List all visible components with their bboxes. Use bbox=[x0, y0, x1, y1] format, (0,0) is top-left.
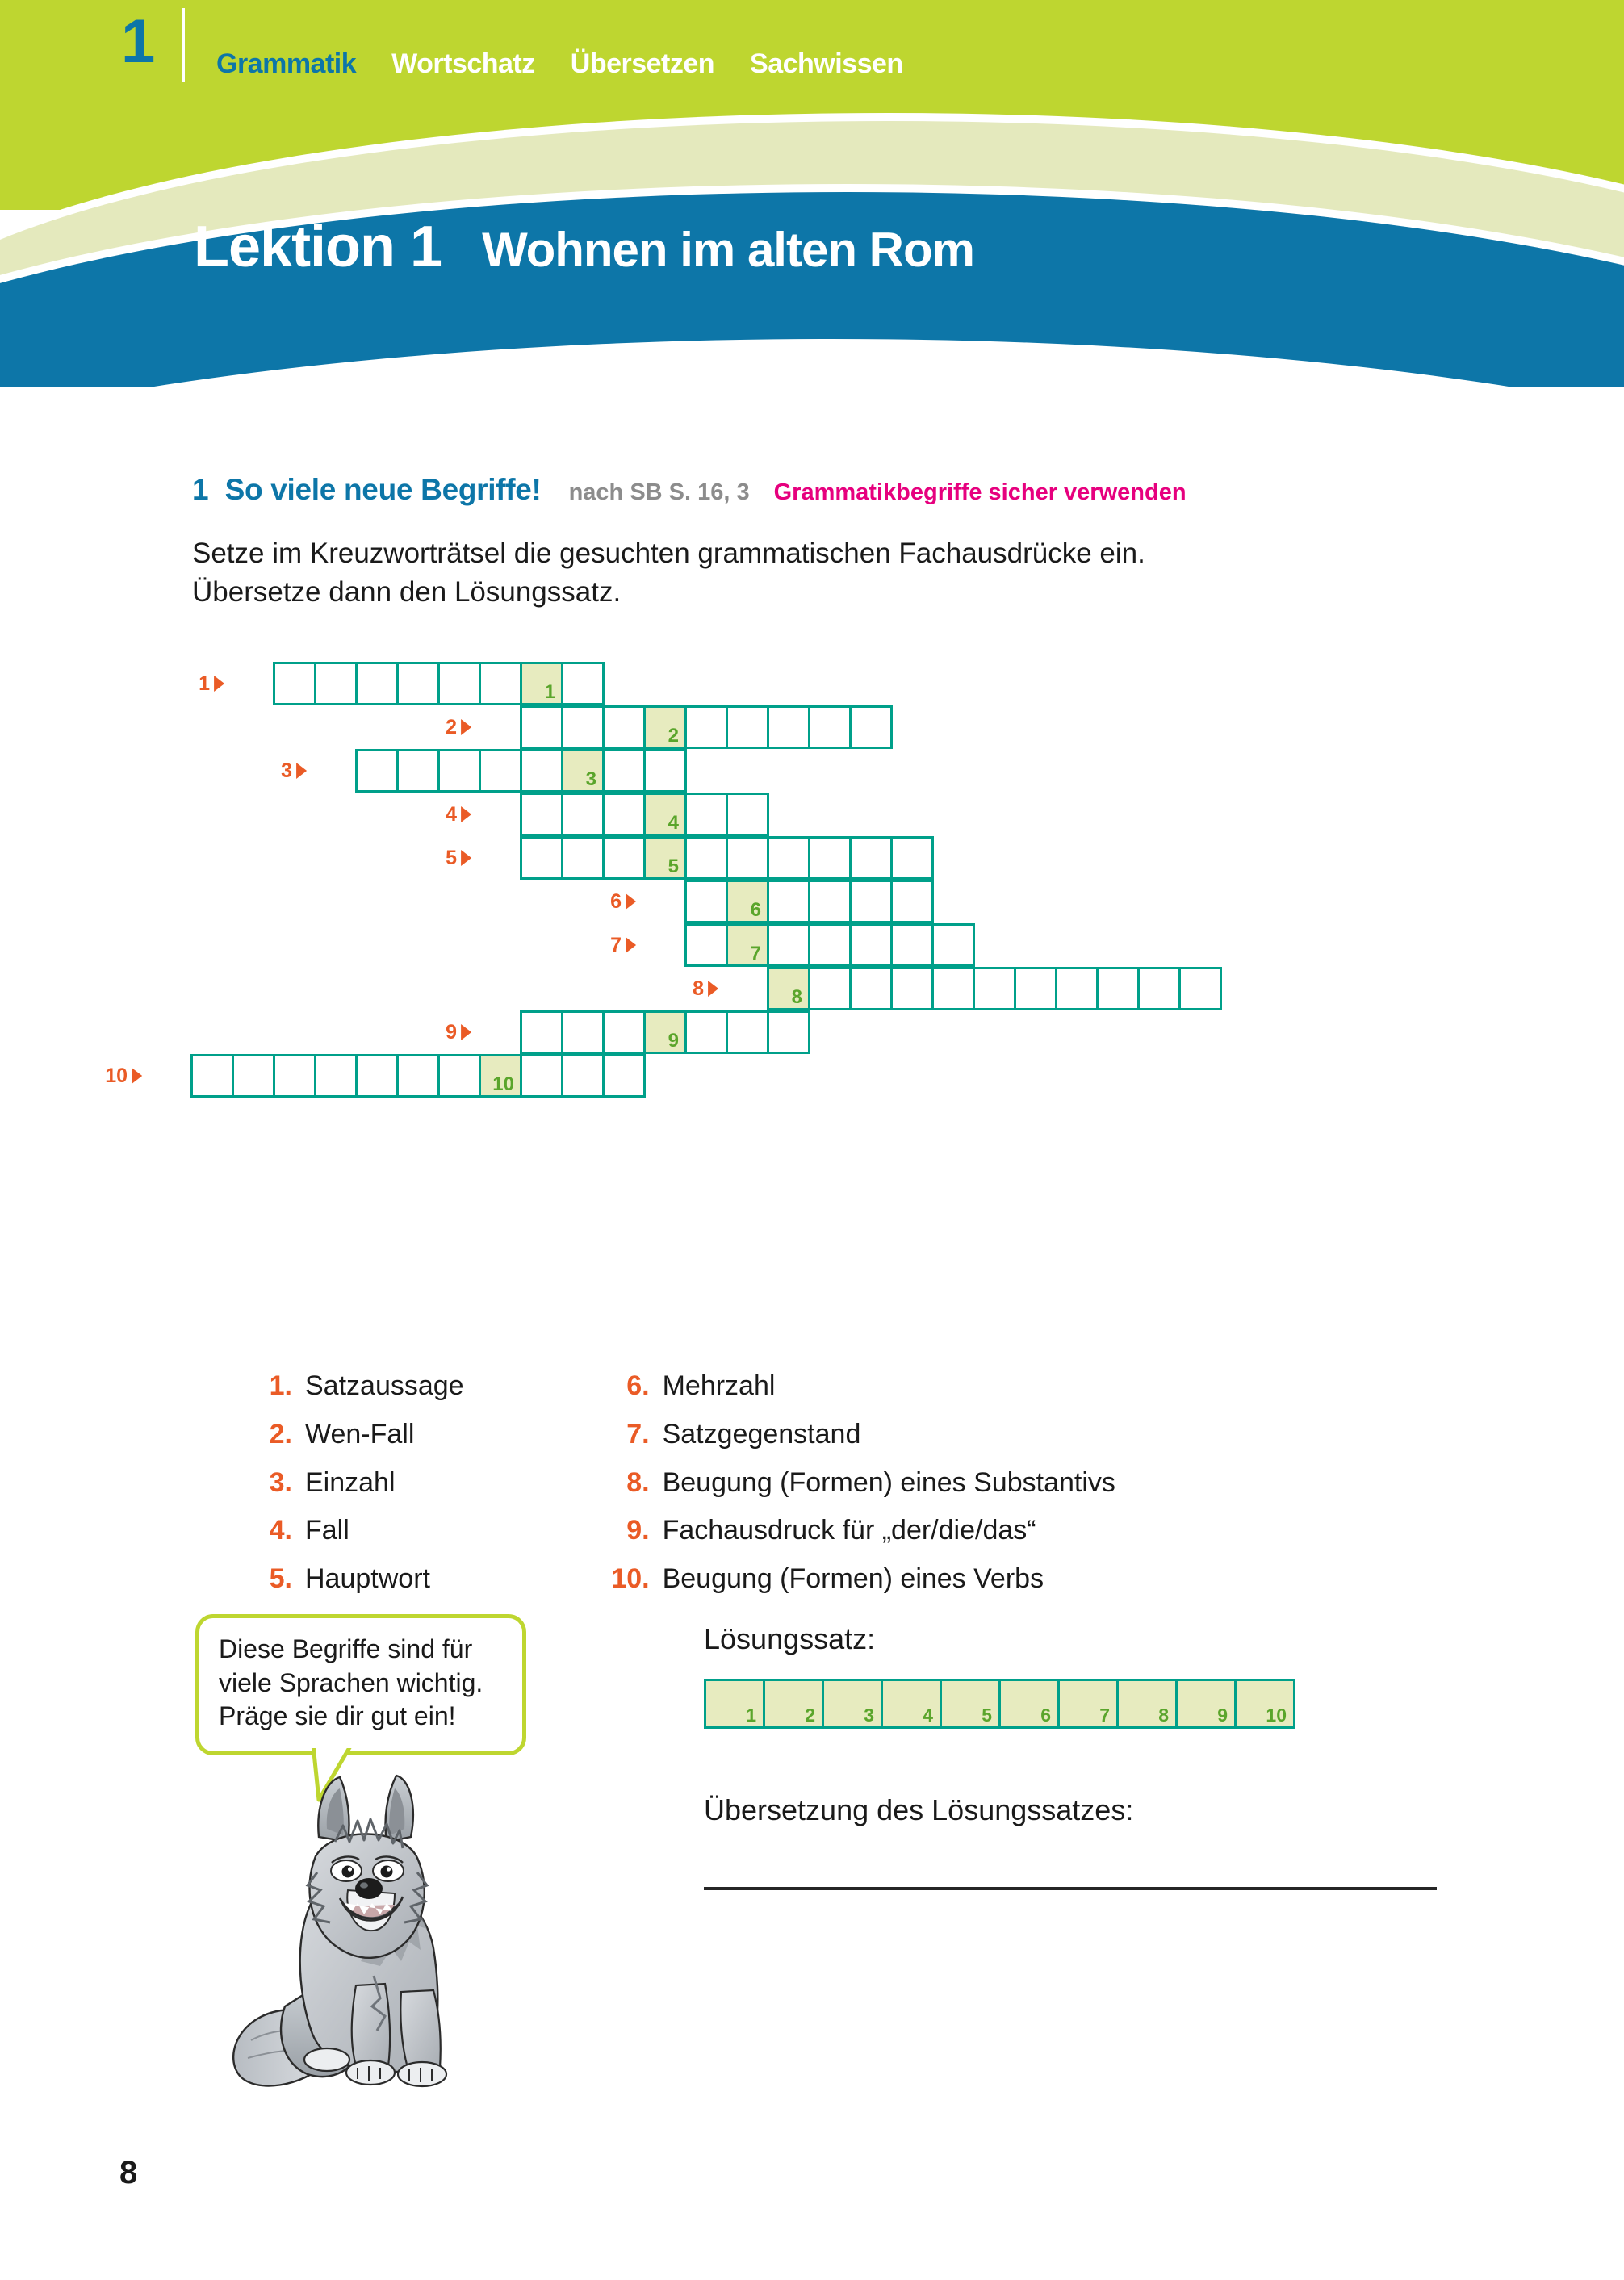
clue-item bbox=[600, 1411, 1115, 1459]
crossword-cell[interactable] bbox=[520, 1054, 563, 1098]
instruction-line-1: Setze im Kreuzworträtsel die gesuchten grammatischen Fachausdrücke ein. bbox=[192, 538, 1145, 569]
mascot-speech-bubble bbox=[195, 1614, 526, 1755]
crossword-row-number: 6 bbox=[610, 889, 622, 913]
crossword-solution-index: 2 bbox=[668, 725, 679, 747]
clue-item bbox=[600, 1459, 1115, 1508]
crossword-cell[interactable] bbox=[520, 1010, 563, 1054]
wolf-mascot-illustration bbox=[198, 1768, 504, 2090]
exercise-reference: nach SB S. 16, 3 bbox=[568, 479, 750, 505]
clue-number: 2. bbox=[269, 1418, 292, 1450]
bubble-line-2: viele Sprachen wichtig. bbox=[219, 1667, 483, 1697]
exercise-instruction bbox=[192, 534, 1484, 611]
crossword-row-marker bbox=[446, 705, 471, 749]
solution-cell[interactable] bbox=[940, 1679, 1001, 1729]
clue-text: Beugung (Formen) eines Substantivs bbox=[662, 1466, 1115, 1498]
solution-cell[interactable] bbox=[998, 1679, 1060, 1729]
crossword-solution-index: 3 bbox=[585, 768, 596, 790]
crossword-cell[interactable] bbox=[479, 662, 522, 705]
crossword-solution-index: 10 bbox=[492, 1073, 514, 1095]
clue-item bbox=[600, 1555, 1115, 1604]
solution-cell[interactable] bbox=[822, 1679, 883, 1729]
clue-item bbox=[600, 1362, 1115, 1411]
solution-cell-index: 6 bbox=[1040, 1705, 1051, 1726]
triangle-pointer-icon bbox=[626, 893, 636, 910]
crossword-cell[interactable] bbox=[890, 923, 934, 967]
clue-text: Beugung (Formen) eines Verbs bbox=[662, 1563, 1044, 1595]
crossword-cell[interactable] bbox=[273, 662, 316, 705]
crossword-solution-index: 8 bbox=[791, 986, 802, 1008]
clue-text: Satzgegenstand bbox=[662, 1418, 861, 1450]
crossword-cell[interactable] bbox=[808, 836, 852, 880]
crossword-cell[interactable] bbox=[808, 967, 852, 1010]
crossword-cell[interactable] bbox=[561, 1054, 605, 1098]
crossword-cell[interactable] bbox=[849, 967, 893, 1010]
crossword-cell[interactable] bbox=[849, 923, 893, 967]
crossword-solution-cell[interactable] bbox=[643, 705, 687, 749]
crossword-cell[interactable] bbox=[314, 1054, 358, 1098]
nav-item-uebersetzen[interactable]: Übersetzen bbox=[570, 48, 715, 79]
crossword-row-number: 1 bbox=[199, 671, 210, 695]
triangle-pointer-icon bbox=[461, 1024, 471, 1040]
crossword-cell[interactable] bbox=[767, 923, 810, 967]
instruction-line-2: Übersetze dann den Lösungssatz. bbox=[192, 575, 622, 608]
crossword-cell[interactable] bbox=[849, 880, 893, 923]
exercise-competence-tag: Grammatikbegriffe sicher verwenden bbox=[773, 479, 1187, 505]
crossword-cell[interactable] bbox=[190, 1054, 234, 1098]
crossword-solution-cell[interactable] bbox=[520, 662, 563, 705]
crossword-cell[interactable] bbox=[561, 662, 605, 705]
crossword-cell[interactable] bbox=[273, 1054, 316, 1098]
crossword-cell[interactable] bbox=[602, 793, 646, 836]
clue-number: 6. bbox=[626, 1370, 650, 1401]
clue-text: Wen-Fall bbox=[305, 1418, 415, 1450]
crossword-cell-strip[interactable] bbox=[190, 1054, 646, 1098]
clue-list-right bbox=[600, 1362, 1115, 1604]
clue-text: Fachausdruck für „der/die/das“ bbox=[662, 1515, 1036, 1546]
crossword-row-number: 8 bbox=[693, 977, 704, 1000]
crossword-cell[interactable] bbox=[355, 662, 399, 705]
crossword-cell[interactable] bbox=[520, 749, 563, 793]
crossword-cell-strip[interactable] bbox=[684, 880, 934, 923]
clue-text: Einzahl bbox=[305, 1466, 396, 1498]
solution-cell-index: 4 bbox=[923, 1705, 933, 1726]
crossword-row-marker bbox=[610, 880, 636, 923]
crossword-cell[interactable] bbox=[726, 705, 769, 749]
crossword-cell[interactable] bbox=[355, 1054, 399, 1098]
crossword-solution-cell[interactable] bbox=[726, 923, 769, 967]
crossword-cell[interactable] bbox=[1137, 967, 1181, 1010]
crossword-row-number: 3 bbox=[281, 759, 292, 782]
translation-write-line[interactable] bbox=[704, 1887, 1437, 1890]
crossword-cell[interactable] bbox=[726, 1010, 769, 1054]
crossword-row-marker bbox=[199, 662, 224, 705]
crossword-row-number: 10 bbox=[105, 1064, 128, 1087]
crossword-solution-index: 1 bbox=[544, 681, 555, 703]
clue-lists bbox=[242, 1362, 1115, 1604]
crossword-solution-index: 6 bbox=[750, 899, 761, 921]
crossword-cell[interactable] bbox=[890, 880, 934, 923]
crossword-solution-index: 7 bbox=[750, 943, 761, 964]
crossword-cell[interactable] bbox=[684, 836, 728, 880]
triangle-pointer-icon bbox=[461, 719, 471, 735]
crossword-cell[interactable] bbox=[1055, 967, 1099, 1010]
crossword-cell[interactable] bbox=[767, 836, 810, 880]
crossword-cell[interactable] bbox=[767, 1010, 810, 1054]
clue-number: 9. bbox=[626, 1515, 650, 1546]
clue-number: 8. bbox=[626, 1466, 650, 1498]
crossword-cell[interactable] bbox=[355, 749, 399, 793]
crossword-row-marker bbox=[446, 836, 471, 880]
crossword-solution-cell[interactable] bbox=[643, 793, 687, 836]
crossword-solution-index: 5 bbox=[668, 856, 679, 877]
crossword-cell[interactable] bbox=[808, 923, 852, 967]
crossword-row-marker bbox=[446, 1010, 471, 1054]
crossword-cell[interactable] bbox=[396, 1054, 440, 1098]
crossword-cell[interactable] bbox=[602, 836, 646, 880]
crossword-cell[interactable] bbox=[232, 1054, 275, 1098]
solution-cell[interactable] bbox=[1057, 1679, 1119, 1729]
crossword-row-number: 4 bbox=[446, 802, 457, 826]
crossword-cell[interactable] bbox=[849, 836, 893, 880]
crossword-cell[interactable] bbox=[520, 793, 563, 836]
clue-number: 5. bbox=[269, 1563, 292, 1595]
crossword-solution-index: 9 bbox=[668, 1030, 679, 1052]
crossword-solution-cell[interactable] bbox=[726, 880, 769, 923]
crossword-cell-strip[interactable] bbox=[520, 793, 769, 836]
crossword-cell[interactable] bbox=[767, 880, 810, 923]
clue-item bbox=[242, 1459, 464, 1508]
lektion-banner bbox=[194, 214, 974, 280]
crossword-row-number: 7 bbox=[610, 933, 622, 956]
exercise-title: So viele neue Begriffe! bbox=[224, 473, 542, 506]
triangle-pointer-icon bbox=[461, 806, 471, 822]
crossword-cell-strip[interactable] bbox=[520, 1010, 810, 1054]
solution-cell-index: 8 bbox=[1158, 1705, 1169, 1726]
crossword-cell[interactable] bbox=[561, 705, 605, 749]
crossword-cell[interactable] bbox=[890, 836, 934, 880]
crossword-cell[interactable] bbox=[808, 880, 852, 923]
clue-number: 3. bbox=[269, 1466, 292, 1498]
crossword-cell[interactable] bbox=[1014, 967, 1057, 1010]
crossword-row-number: 9 bbox=[446, 1020, 457, 1044]
crossword-cell-strip[interactable] bbox=[767, 967, 1222, 1010]
crossword-cell[interactable] bbox=[479, 749, 522, 793]
solution-cell-index: 9 bbox=[1217, 1705, 1228, 1726]
crossword-cell-strip[interactable] bbox=[520, 705, 893, 749]
crossword-cell[interactable] bbox=[931, 923, 975, 967]
solution-cell-index: 2 bbox=[805, 1705, 815, 1726]
triangle-pointer-icon bbox=[461, 850, 471, 866]
nav-item-sachwissen[interactable]: Sachwissen bbox=[750, 48, 903, 79]
crossword-cell[interactable] bbox=[808, 705, 852, 749]
solution-cell[interactable] bbox=[763, 1679, 824, 1729]
solution-cell[interactable] bbox=[1116, 1679, 1178, 1729]
chapter-nav bbox=[216, 48, 903, 80]
solution-cell[interactable] bbox=[1234, 1679, 1295, 1729]
lektion-title: Lektion 1 bbox=[194, 215, 442, 279]
crossword-cell[interactable] bbox=[767, 705, 810, 749]
nav-item-wortschatz[interactable]: Wortschatz bbox=[391, 48, 535, 79]
crossword-cell[interactable] bbox=[561, 1010, 605, 1054]
solution-cell-index: 10 bbox=[1266, 1705, 1287, 1726]
clue-number: 4. bbox=[269, 1515, 292, 1546]
crossword-cell[interactable] bbox=[602, 705, 646, 749]
crossword-cell[interactable] bbox=[890, 967, 934, 1010]
triangle-pointer-icon bbox=[708, 981, 718, 997]
clue-text: Satzaussage bbox=[305, 1370, 464, 1401]
solution-cell-index: 1 bbox=[746, 1705, 756, 1726]
clue-item bbox=[242, 1411, 464, 1459]
crossword-cell-strip[interactable] bbox=[355, 749, 687, 793]
crossword-cell[interactable] bbox=[314, 662, 358, 705]
clue-item bbox=[242, 1362, 464, 1411]
crossword-cell[interactable] bbox=[726, 836, 769, 880]
crossword-cell[interactable] bbox=[684, 923, 728, 967]
crossword-cell-strip[interactable] bbox=[684, 923, 975, 967]
page-header bbox=[0, 0, 1624, 387]
crossword-row-number: 5 bbox=[446, 846, 457, 869]
crossword-cell-strip[interactable] bbox=[273, 662, 605, 705]
crossword-cell[interactable] bbox=[973, 967, 1016, 1010]
clue-text: Hauptwort bbox=[305, 1563, 430, 1595]
crossword-cell[interactable] bbox=[684, 880, 728, 923]
bubble-line-3: Präge sie dir gut ein! bbox=[219, 1701, 456, 1731]
translation-label: Übersetzung des Lösungssatzes: bbox=[704, 1793, 1134, 1826]
chapter-divider-rule bbox=[182, 8, 185, 82]
solution-cell-index: 7 bbox=[1099, 1705, 1110, 1726]
clue-text: Fall bbox=[305, 1515, 349, 1546]
crossword-cell[interactable] bbox=[726, 793, 769, 836]
crossword-solution-cell[interactable] bbox=[643, 836, 687, 880]
crossword-solution-cell[interactable] bbox=[767, 967, 810, 1010]
clue-item bbox=[600, 1507, 1115, 1555]
crossword-cell[interactable] bbox=[520, 836, 563, 880]
clue-item bbox=[242, 1555, 464, 1604]
exercise-number: 1 bbox=[192, 473, 209, 506]
triangle-pointer-icon bbox=[626, 937, 636, 953]
crossword-cell[interactable] bbox=[437, 749, 481, 793]
exercise-heading bbox=[192, 473, 1187, 507]
crossword-cell[interactable] bbox=[396, 749, 440, 793]
crossword-solution-index: 4 bbox=[668, 812, 679, 834]
triangle-pointer-icon bbox=[296, 763, 307, 779]
triangle-pointer-icon bbox=[214, 676, 224, 692]
crossword-cell[interactable] bbox=[561, 836, 605, 880]
crossword-cell[interactable] bbox=[437, 662, 481, 705]
clue-number: 7. bbox=[626, 1418, 650, 1450]
crossword-cell[interactable] bbox=[1178, 967, 1222, 1010]
solution-label: Lösungssatz: bbox=[704, 1622, 876, 1655]
crossword-cell[interactable] bbox=[602, 1010, 646, 1054]
bubble-line-1: Diese Begriffe sind für bbox=[219, 1634, 473, 1663]
triangle-pointer-icon bbox=[132, 1068, 142, 1084]
clue-number: 1. bbox=[269, 1370, 292, 1401]
solution-sentence-row[interactable] bbox=[704, 1679, 1295, 1729]
crossword-cell[interactable] bbox=[1096, 967, 1140, 1010]
solution-cell[interactable] bbox=[704, 1679, 765, 1729]
crossword-cell[interactable] bbox=[931, 967, 975, 1010]
crossword-cell[interactable] bbox=[684, 793, 728, 836]
crossword-cell[interactable] bbox=[643, 749, 687, 793]
crossword-cell[interactable] bbox=[437, 1054, 481, 1098]
crossword-row-marker bbox=[105, 1054, 142, 1098]
crossword-cell[interactable] bbox=[561, 793, 605, 836]
crossword-row-marker bbox=[693, 967, 718, 1010]
solution-cell[interactable] bbox=[881, 1679, 942, 1729]
crossword-row-marker bbox=[610, 923, 636, 967]
crossword-row-number: 2 bbox=[446, 715, 457, 738]
crossword-cell[interactable] bbox=[520, 705, 563, 749]
clue-number: 10. bbox=[611, 1563, 650, 1595]
crossword-cell[interactable] bbox=[849, 705, 893, 749]
solution-cell-index: 3 bbox=[864, 1705, 874, 1726]
crossword-solution-cell[interactable] bbox=[479, 1054, 522, 1098]
crossword-cell[interactable] bbox=[684, 1010, 728, 1054]
page-number: 8 bbox=[119, 2155, 138, 2190]
crossword-cell[interactable] bbox=[602, 1054, 646, 1098]
nav-item-grammatik[interactable]: Grammatik bbox=[216, 48, 357, 79]
crossword-row-marker bbox=[281, 749, 307, 793]
crossword-solution-cell[interactable] bbox=[561, 749, 605, 793]
crossword-cell[interactable] bbox=[396, 662, 440, 705]
solution-cell[interactable] bbox=[1175, 1679, 1237, 1729]
clue-text: Mehrzahl bbox=[662, 1370, 776, 1401]
crossword-row-marker bbox=[446, 793, 471, 836]
chapter-number: 1 bbox=[121, 7, 154, 76]
crossword-cell[interactable] bbox=[684, 705, 728, 749]
clue-item bbox=[242, 1507, 464, 1555]
crossword-solution-cell[interactable] bbox=[643, 1010, 687, 1054]
crossword-cell[interactable] bbox=[602, 749, 646, 793]
lektion-subtitle: Wohnen im alten Rom bbox=[482, 223, 974, 277]
solution-cell-index: 5 bbox=[982, 1705, 992, 1726]
clue-list-left bbox=[242, 1362, 464, 1604]
crossword-cell-strip[interactable] bbox=[520, 836, 934, 880]
